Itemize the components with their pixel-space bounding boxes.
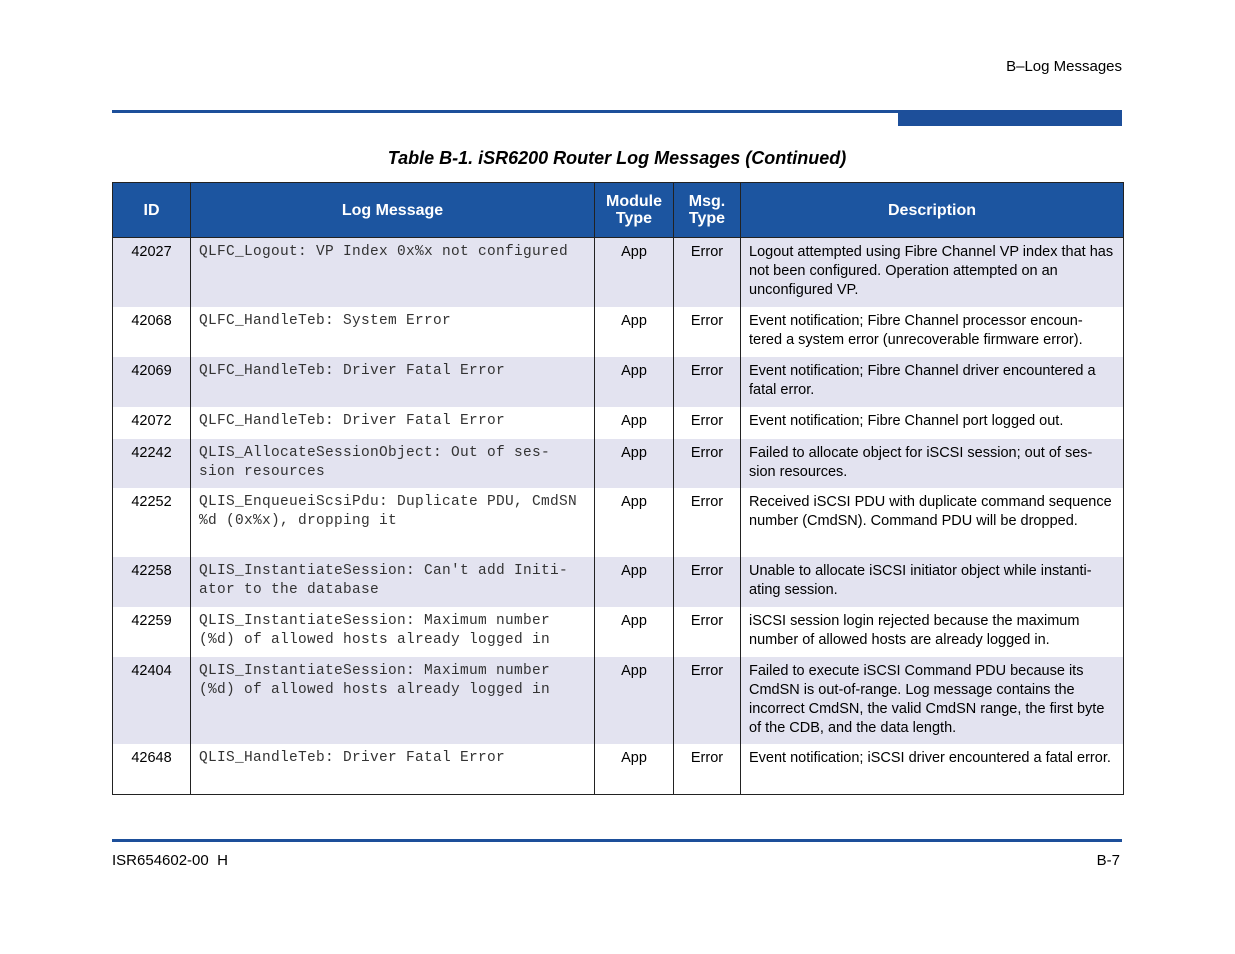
cell-id: 42068 <box>113 307 191 357</box>
cell-msg-type: Error <box>674 307 741 357</box>
cell-id: 42072 <box>113 407 191 439</box>
cell-module-type: App <box>595 607 674 657</box>
cell-description: Event notification; iSCSI driver encountered a fatal error. <box>741 744 1124 795</box>
cell-msg-type: Error <box>674 488 741 557</box>
header-accent-block <box>898 110 1122 126</box>
table-row <box>113 657 1124 744</box>
table-row <box>113 357 1124 407</box>
document-number: ISR654602-00 H <box>112 852 228 869</box>
cell-description: Unable to allocate iSCSI initiator object while instanti-ating session. <box>741 557 1124 607</box>
cell-module-type: App <box>595 557 674 607</box>
cell-id: 42404 <box>113 657 191 744</box>
cell-description: Event notification; Fibre Channel driver encountered a fatal error. <box>741 357 1124 407</box>
table-row <box>113 238 1124 307</box>
cell-module-type: App <box>595 439 674 488</box>
cell-msg-type: Error <box>674 657 741 744</box>
table-row <box>113 744 1124 795</box>
cell-msg-type: Error <box>674 238 741 307</box>
cell-log-message: QLFC_HandleTeb: System Error <box>191 307 595 357</box>
cell-module-type: App <box>595 407 674 439</box>
cell-log-message: QLIS_InstantiateSession: Maximum number (%d) of allowed hosts already logged in <box>191 607 595 657</box>
cell-module-type: App <box>595 307 674 357</box>
cell-description: iSCSI session login rejected because the maximum number of allowed hosts are already logged in. <box>741 607 1124 657</box>
cell-id: 42069 <box>113 357 191 407</box>
cell-log-message: QLIS_EnqueueiScsiPdu: Duplicate PDU, CmdSN %d (0x%x), dropping it <box>191 488 595 557</box>
column-header-description: Description <box>741 183 1124 238</box>
table-row <box>113 557 1124 607</box>
cell-description: Failed to execute iSCSI Command PDU because its CmdSN is out-of-range. Log message contains the incorrect CmdSN, the valid CmdSN range, the first byte of the CDB, and the data length. <box>741 657 1124 744</box>
table-row <box>113 307 1124 357</box>
table-row <box>113 607 1124 657</box>
cell-id: 42242 <box>113 439 191 488</box>
cell-log-message: QLFC_HandleTeb: Driver Fatal Error <box>191 407 595 439</box>
table-row <box>113 488 1124 557</box>
cell-msg-type: Error <box>674 357 741 407</box>
cell-module-type: App <box>595 744 674 795</box>
table-row <box>113 407 1124 439</box>
table-row <box>113 439 1124 488</box>
cell-log-message: QLIS_InstantiateSession: Maximum number (%d) of allowed hosts already logged in <box>191 657 595 744</box>
cell-description: Event notification; Fibre Channel processor encoun-tered a system error (unrecoverable firmware error). <box>741 307 1124 357</box>
log-messages-table <box>112 182 1124 795</box>
column-header-msg-type: Msg. Type <box>674 183 741 238</box>
cell-log-message: QLFC_HandleTeb: Driver Fatal Error <box>191 357 595 407</box>
running-header: B–Log Messages <box>1006 58 1122 75</box>
cell-description: Logout attempted using Fibre Channel VP index that has not been configured. Operation attempted on an unconfigured VP. <box>741 238 1124 307</box>
cell-id: 42258 <box>113 557 191 607</box>
cell-msg-type: Error <box>674 744 741 795</box>
header-rule <box>112 110 898 113</box>
column-header-log-message: Log Message <box>191 183 595 238</box>
cell-description: Received iSCSI PDU with duplicate command sequence number (CmdSN). Command PDU will be dropped. <box>741 488 1124 557</box>
table-title: Table B-1. iSR6200 Router Log Messages (Continued) <box>387 148 847 168</box>
cell-id: 42648 <box>113 744 191 795</box>
footer-rule <box>112 839 1122 842</box>
cell-msg-type: Error <box>674 607 741 657</box>
cell-log-message: QLFC_Logout: VP Index 0x%x not configured <box>191 238 595 307</box>
cell-module-type: App <box>595 238 674 307</box>
cell-id: 42027 <box>113 238 191 307</box>
cell-description: Failed to allocate object for iSCSI session; out of ses-sion resources. <box>741 439 1124 488</box>
cell-log-message: QLIS_AllocateSessionObject: Out of ses-sion resources <box>191 439 595 488</box>
column-header-module-type: Module Type <box>595 183 674 238</box>
cell-description: Event notification; Fibre Channel port logged out. <box>741 407 1124 439</box>
cell-msg-type: Error <box>674 439 741 488</box>
cell-log-message: QLIS_InstantiateSession: Can't add Initi-ator to the database <box>191 557 595 607</box>
page-number: B-7 <box>1096 852 1120 869</box>
cell-module-type: App <box>595 357 674 407</box>
table-header-row <box>113 183 1124 238</box>
cell-msg-type: Error <box>674 407 741 439</box>
cell-module-type: App <box>595 657 674 744</box>
column-header-id: ID <box>113 183 191 238</box>
cell-id: 42252 <box>113 488 191 557</box>
cell-log-message: QLIS_HandleTeb: Driver Fatal Error <box>191 744 595 795</box>
cell-id: 42259 <box>113 607 191 657</box>
cell-module-type: App <box>595 488 674 557</box>
cell-msg-type: Error <box>674 557 741 607</box>
